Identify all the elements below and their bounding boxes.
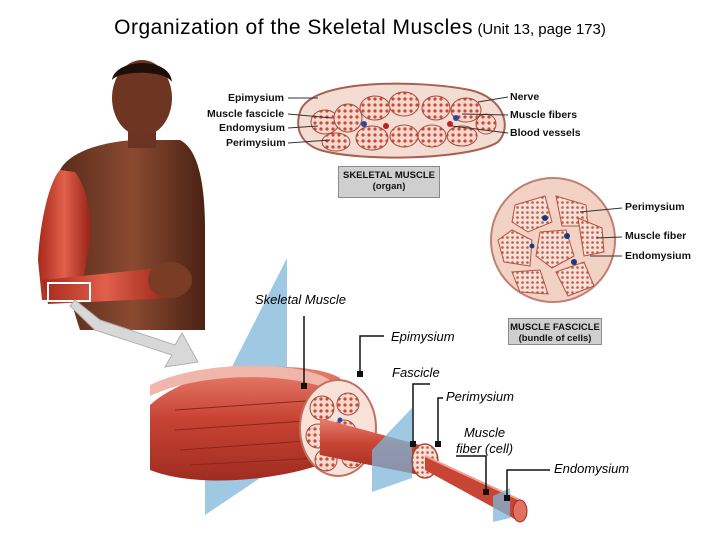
organ-label-muscle-fascicle: Muscle fascicle: [207, 108, 285, 120]
organ-label-blood-vessels: Blood vessels: [510, 127, 581, 139]
fascicle-label-endomysium: Endomysium: [625, 250, 691, 262]
man-figure: [38, 60, 205, 330]
callout-muscle-fiber-line2: fiber (cell): [456, 441, 514, 456]
title-main: Organization of the Skeletal Muscles: [114, 16, 473, 39]
organ-cross-section: [288, 84, 508, 158]
title-sub: (Unit 13, page 173): [477, 21, 606, 38]
organ-label-perimysium: Perimysium: [226, 137, 286, 149]
fascicle-box-line2: (bundle of cells): [518, 333, 592, 344]
organ-box-line2: (organ): [372, 181, 406, 192]
fascicle-label-perimysium: Perimysium: [625, 201, 685, 213]
fascicle-label-muscle-fiber: Muscle fiber: [625, 230, 687, 242]
callout-endomysium: Endomysium: [554, 461, 630, 476]
callout-perimysium: Perimysium: [446, 389, 514, 404]
callout-muscle-fiber-line1: Muscle: [463, 425, 506, 440]
organ-label-endomysium: Endomysium: [219, 122, 285, 134]
callout-epimysium: Epimysium: [391, 329, 455, 344]
callout-muscle-fiber: [456, 425, 513, 457]
callout-fascicle: Fascicle: [392, 365, 440, 380]
callout-skeletal-muscle: Skeletal Muscle: [255, 292, 347, 307]
organ-label-muscle-fibers: Muscle fibers: [510, 109, 578, 121]
organ-label-epimysium: Epimysium: [228, 92, 285, 104]
organ-label-nerve: Nerve: [510, 91, 540, 103]
organ-box-line1: SKELETAL MUSCLE: [342, 170, 435, 181]
fascicle-cross-section: [491, 178, 622, 302]
organ-box: [338, 166, 440, 198]
fascicle-box: [508, 318, 602, 345]
fascicle-box-line1: MUSCLE FASCICLE: [510, 322, 600, 333]
